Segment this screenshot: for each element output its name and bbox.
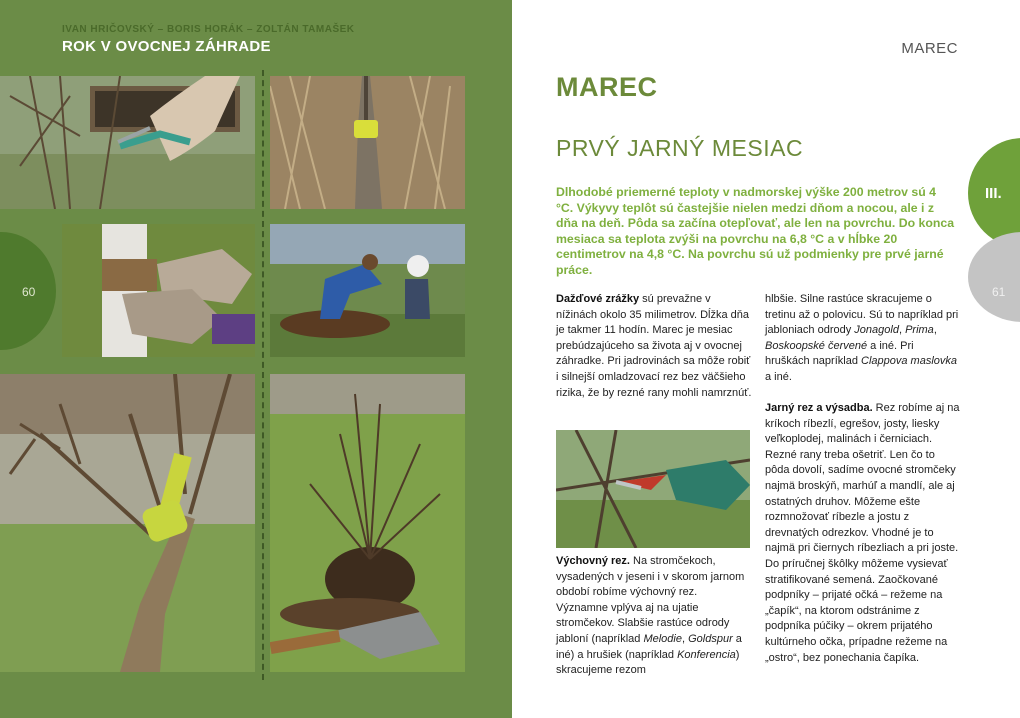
- photo-graft-tape: [270, 76, 465, 209]
- text-fragment: ) skracujeme rezom: [556, 648, 740, 677]
- lead-paragraph: Dlhodobé priemerné teploty v nadmorskej výške 200 metrov sú 4 °C. Výkyvy teplôt sú častejšie nielen medzi dňom a nocou, ale i z dňa na deň. Pôda sa začína otepľovať, ale len na povrchu. Do konca mesiaca sa teplota zvýši na povrchu na 6,8 °C a v hĺbke 20 centimetrov na 4,8 °C. Na povrchu sú už podmienky pre prvé jarné práce.: [556, 185, 955, 277]
- paragraph-formative-head: Výchovný rez.: [556, 555, 630, 567]
- chapter-subtitle: PRVÝ JARNÝ MESIAC: [556, 135, 804, 161]
- page-number-left: 60: [22, 285, 36, 299]
- paragraph-rainfall-body: sú prevažne v nížinách okolo 35 milimetrov. Dĺžka dňa je takmer 11 hodín. Marec je mesiac prebúdzajúceho sa života aj v ovocnej záhradke. Pri jadrovinách sa môže robiť i silnejší omladzovací rez bez väčšieho rizika, že by rezné rany mohli namrznúť.: [556, 293, 752, 399]
- photo-gloved-hands: [62, 224, 255, 357]
- photo-planting-family: [270, 224, 465, 357]
- cultivar-jonagold: Jonagold: [854, 324, 899, 337]
- text-fragment: a iné) a hrušiek (napríklad: [556, 632, 742, 661]
- cultivar-clappova: Clappova maslovka: [861, 355, 957, 368]
- paragraph-rainfall-head: Dažďové zrážky: [556, 293, 640, 305]
- paragraph-strong-growing: [765, 292, 961, 386]
- cultivar-boskoopske: Boskoopské červené: [765, 339, 868, 352]
- text-fragment: ,: [681, 632, 689, 645]
- running-title: MAREC: [901, 40, 958, 57]
- chapter-title: MAREC: [556, 72, 658, 102]
- cultivar-melodie: Melodie: [643, 632, 682, 645]
- text-fragment: hlbšie. Silne rastúce skracujeme o tretinu až o polovicu. Sú to napríklad pri jabloniach odrody: [765, 293, 959, 337]
- photo-pruning-shears: [0, 76, 255, 209]
- chapter-number: III.: [985, 185, 1002, 202]
- page-number-right: 61: [992, 285, 1006, 299]
- cultivar-konferencia: Konferencia: [677, 648, 736, 661]
- paragraph-spring-body: Rez robíme aj na kríkoch ríbezlí, egrešov, josty, liesky veľkoplodej, malinách i černiciach. Rezné rany treba ošetriť. Len čo to pôda dovolí, sadíme ovocné stromčeky najmä broskýň, marhúľ a mandlí, ale aj ostatných druhov. Môžeme ešte rozmnožovať ríbezle a jostu z drevnatých odrezkov. Vhodné je to najmä pri čiernych ríbezliach a pri joste. Do príručnej škôlky môžeme vysievať stratifikované semená. Zaočkované podpníky – prijaté očká – režeme na „čapík“, na ktorom odstránime z podpníka púčiky – okrem prijatého kultúrneho očka, prípadne režeme na „ostro“, bez ponechania čapíka.: [765, 402, 960, 664]
- paragraph-formative-body: Na stromčekoch, vysadených v jeseni i v skorom jarnom období robíme výchovný rez. Významne vplýva aj na ujatie stromčekov. Slabšie rastúce odrody jabloní (napríklad: [556, 555, 745, 645]
- photo-grafted-branch: [0, 374, 255, 672]
- paragraph-spring-pruning: [765, 401, 961, 666]
- cultivar-prima: Prima: [905, 324, 934, 337]
- paragraph-rainfall: [556, 292, 752, 401]
- cultivar-goldspur: Goldspur: [688, 632, 733, 645]
- book-authors: IVAN HRIČOVSKÝ – BORIS HORÁK – ZOLTÁN TAMAŠEK: [62, 24, 355, 35]
- photo-divider: [262, 70, 264, 680]
- paragraph-spring-head: Jarný rez a výsadba.: [765, 402, 873, 414]
- text-fragment: ,: [933, 324, 937, 337]
- paragraph-formative-pruning: [556, 554, 752, 679]
- text-fragment: ,: [898, 324, 906, 337]
- photo-pruning-closeup: [556, 430, 750, 548]
- photo-planted-bush: [270, 374, 465, 672]
- text-fragment: a iné.: [765, 370, 792, 383]
- text-fragment: a iné. Pri hruškách napríklad: [765, 339, 914, 368]
- book-title: ROK V OVOCNEJ ZÁHRADE: [62, 38, 271, 55]
